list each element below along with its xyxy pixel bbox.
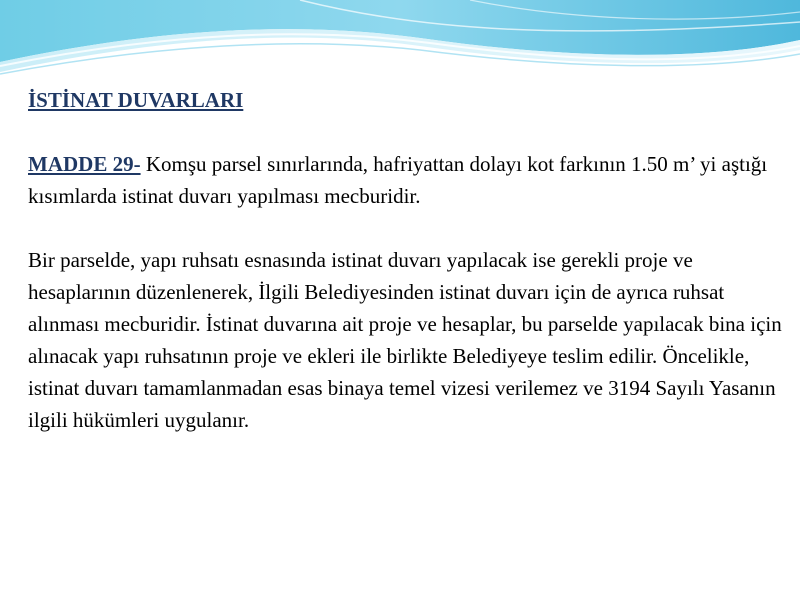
article-text: Komşu parsel sınırlarında, hafriyattan dolayı kot farkının 1.50 m’ yi aştığı kısımlarda istinat duvarı yapılması mecburidir. — [28, 152, 768, 208]
article-label: MADDE 29- — [28, 152, 141, 176]
spacer — [28, 212, 794, 244]
spacer — [28, 116, 794, 148]
article-paragraph — [28, 148, 794, 212]
wave-banner-decoration — [0, 0, 800, 90]
slide-title: İSTİNAT DUVARLARI — [28, 88, 244, 112]
body-paragraph: Bir parselde, yapı ruhsatı esnasında istinat duvarı yapılacak ise gerekli proje ve hesaplarının düzenlenerek, İlgili Belediyesinden istinat duvarı için de ayrıca ruhsat alınması mecburidir. İstinat duvarına ait proje ve hesaplar, bu parselde yapılacak bina için alınacak yapı ruhsatının proje ve ekleri ile birlikte Belediyeye teslim edilir. Öncelikle, istinat duvarı tamamlanmadan esas binaya temel vizesi verilemez ve 3194 Sayılı Yasanın ilgili hükümleri uygulanır. — [28, 248, 782, 432]
wave-band-main — [0, 0, 800, 62]
slide-body — [28, 84, 794, 436]
